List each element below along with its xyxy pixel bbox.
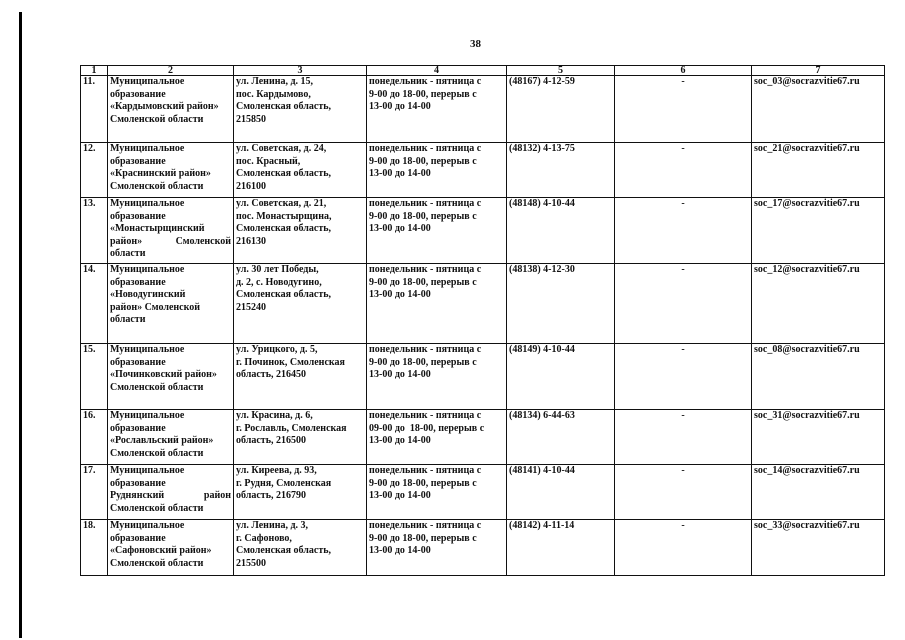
organization-line: «Рославльский район» xyxy=(110,435,214,446)
hours-line: 13-00 до 14-00 xyxy=(369,490,431,501)
address-cell xyxy=(234,198,367,264)
address-line: ул. Красина, д. 6, xyxy=(236,410,313,421)
address-line: д. 2, с. Новодугино, xyxy=(236,276,322,288)
address-line: ул. Урицкого, д. 5, xyxy=(236,344,318,355)
address-line: Смоленская область, xyxy=(236,223,332,234)
header-cell: 7 xyxy=(752,66,885,76)
hours-line: понедельник - пятница с xyxy=(369,143,482,154)
address-line: г. Починок, Смоленская xyxy=(236,356,345,368)
hours-line: понедельник - пятница с xyxy=(369,410,482,421)
address-cell xyxy=(234,76,367,143)
organization-line: Муниципальное xyxy=(110,465,185,476)
address-line: 215500 xyxy=(236,557,266,569)
phone-number: (48132) 4-13-75 xyxy=(509,143,575,154)
hours-line: 13-00 до 14-00 xyxy=(369,545,431,556)
organization-cell xyxy=(108,198,234,264)
phone-cell xyxy=(507,410,615,465)
organization-line: Муниципальное xyxy=(110,264,185,275)
address-cell xyxy=(234,410,367,465)
organization-line: образование xyxy=(110,155,166,167)
organization-cell xyxy=(108,465,234,520)
address-line: 216100 xyxy=(236,180,266,192)
row-number: 15. xyxy=(83,344,96,355)
organization-cell xyxy=(108,264,234,344)
hours-line: 9-00 до 18-00, перерыв с xyxy=(369,155,477,167)
email-address: soc_14@socrazvitie67.ru xyxy=(754,465,860,476)
column-6-cell xyxy=(615,344,752,410)
table-row xyxy=(81,520,885,576)
column-6-value: - xyxy=(681,410,685,421)
organization-line: Смоленской области xyxy=(110,381,204,393)
column-6-value: - xyxy=(681,344,685,355)
address-cell xyxy=(234,520,367,576)
email-cell xyxy=(752,520,885,576)
column-6-value: - xyxy=(681,520,685,531)
organization-line: Смоленской области xyxy=(110,502,204,514)
hours-cell xyxy=(367,198,507,264)
address-line: Смоленская область, xyxy=(236,101,332,112)
hours-line: 13-00 до 14-00 xyxy=(369,101,431,112)
organization-line: Муниципальное xyxy=(110,410,185,421)
organization-word: район xyxy=(203,490,231,501)
hours-line: понедельник - пятница с xyxy=(369,465,482,476)
organization-cell xyxy=(108,76,234,143)
left-margin-bar xyxy=(19,12,22,638)
row-number: 12. xyxy=(83,143,96,154)
phone-cell xyxy=(507,143,615,198)
address-cell xyxy=(234,143,367,198)
email-address: soc_17@socrazvitie67.ru xyxy=(754,198,860,209)
organization-line: Муниципальное xyxy=(110,520,185,531)
email-address: soc_21@socrazvitie67.ru xyxy=(754,143,860,154)
row-number-cell xyxy=(81,76,108,143)
organization-line: «Новодугинский xyxy=(110,289,186,300)
address-line: ул. Советская, д. 21, xyxy=(236,198,327,209)
organization-line: Муниципальное xyxy=(110,143,185,154)
row-number-cell xyxy=(81,344,108,410)
hours-line: 9-00 до 18-00, перерыв с xyxy=(369,477,477,489)
header-cell: 4 xyxy=(367,66,507,76)
hours-cell xyxy=(367,264,507,344)
hours-line: понедельник - пятница с xyxy=(369,520,482,531)
organization-line: области xyxy=(110,314,146,325)
phone-cell xyxy=(507,264,615,344)
organization-line: «Починковский район» xyxy=(110,369,217,380)
hours-line: 09-00 до 18-00, перерыв с xyxy=(369,422,485,434)
organization-line: «Кардымовский район» xyxy=(110,101,219,112)
header-cell: 5 xyxy=(507,66,615,76)
email-cell xyxy=(752,198,885,264)
email-cell xyxy=(752,344,885,410)
address-line: ул. Ленина, д. 3, xyxy=(236,520,309,531)
table-row xyxy=(81,264,885,344)
hours-cell xyxy=(367,465,507,520)
organization-line: области xyxy=(110,248,146,259)
organization-line: Смоленской области xyxy=(110,447,204,459)
address-cell xyxy=(234,465,367,520)
address-line: пос. Красный, xyxy=(236,155,301,167)
address-line: Смоленская область, xyxy=(236,545,332,556)
hours-line: 13-00 до 14-00 xyxy=(369,369,431,380)
address-line: г. Рудня, Смоленская xyxy=(236,477,332,489)
column-6-cell xyxy=(615,410,752,465)
phone-number: (48141) 4-10-44 xyxy=(509,465,575,476)
hours-line: понедельник - пятница с xyxy=(369,198,482,209)
hours-line: 9-00 до 18-00, перерыв с xyxy=(369,210,477,222)
phone-cell xyxy=(507,465,615,520)
column-6-value: - xyxy=(681,264,685,275)
row-number-cell xyxy=(81,465,108,520)
column-6-value: - xyxy=(681,198,685,209)
hours-line: понедельник - пятница с xyxy=(369,344,482,355)
address-line: 216130 xyxy=(236,235,266,247)
organization-cell xyxy=(108,143,234,198)
email-address: soc_08@socrazvitie67.ru xyxy=(754,344,860,355)
address-line: область, 216790 xyxy=(236,490,306,501)
organization-line xyxy=(110,236,231,249)
phone-cell xyxy=(507,198,615,264)
hours-cell xyxy=(367,76,507,143)
organization-line: «Монастырщинский xyxy=(110,223,205,234)
column-6-cell xyxy=(615,465,752,520)
hours-line: 9-00 до 18-00, перерыв с xyxy=(369,532,477,544)
header-cell: 2 xyxy=(108,66,234,76)
organization-line: Муниципальное xyxy=(110,344,185,355)
phone-number: (48134) 6-44-63 xyxy=(509,410,575,421)
organization-cell xyxy=(108,520,234,576)
hours-line: 9-00 до 18-00, перерыв с xyxy=(369,88,477,100)
hours-cell xyxy=(367,344,507,410)
organization-line: образование xyxy=(110,422,166,434)
hours-line: 13-00 до 14-00 xyxy=(369,435,431,446)
row-number-cell xyxy=(81,520,108,576)
table-row xyxy=(81,465,885,520)
hours-cell xyxy=(367,143,507,198)
hours-cell xyxy=(367,520,507,576)
address-line: г. Рославль, Смоленская xyxy=(236,422,347,434)
address-line: ул. Ленина, д. 15, xyxy=(236,76,314,87)
row-number-cell xyxy=(81,264,108,344)
organization-word: Руднянский xyxy=(110,490,165,501)
address-line: область, 216500 xyxy=(236,435,306,446)
column-6-value: - xyxy=(681,76,685,87)
column-6-cell xyxy=(615,520,752,576)
hours-line: понедельник - пятница с xyxy=(369,264,482,275)
organization-line: «Краснинский район» xyxy=(110,168,211,179)
address-line: область, 216450 xyxy=(236,369,306,380)
organization-cell xyxy=(108,344,234,410)
phone-number: (48142) 4-11-14 xyxy=(509,520,575,531)
hours-line: понедельник - пятница с xyxy=(369,76,482,87)
table-row xyxy=(81,143,885,198)
email-cell xyxy=(752,76,885,143)
table-row xyxy=(81,198,885,264)
organization-line: образование xyxy=(110,210,166,222)
organization-line: образование xyxy=(110,356,166,368)
column-6-cell xyxy=(615,198,752,264)
address-cell xyxy=(234,344,367,410)
header-cell: 1 xyxy=(81,66,108,76)
email-cell xyxy=(752,264,885,344)
address-cell xyxy=(234,264,367,344)
email-address: soc_31@socrazvitie67.ru xyxy=(754,410,860,421)
organization-cell xyxy=(108,410,234,465)
header-row xyxy=(81,66,885,76)
organization-word: район» xyxy=(110,235,143,247)
hours-line: 9-00 до 18-00, перерыв с xyxy=(369,276,477,288)
address-line: Смоленская область, xyxy=(236,289,332,300)
address-line: ул. Киреева, д. 93, xyxy=(236,465,317,476)
hours-line: 13-00 до 14-00 xyxy=(369,289,431,300)
table-row xyxy=(81,344,885,410)
organization-line xyxy=(110,490,231,503)
row-number-cell xyxy=(81,410,108,465)
row-number: 17. xyxy=(83,465,96,476)
organization-line: «Сафоновский район» xyxy=(110,545,212,556)
hours-line: 9-00 до 18-00, перерыв с xyxy=(369,356,477,368)
row-number: 18. xyxy=(83,520,96,531)
organization-line: образование xyxy=(110,477,166,489)
page-number: 38 xyxy=(470,38,481,50)
header-cell: 6 xyxy=(615,66,752,76)
email-cell xyxy=(752,410,885,465)
row-number-cell xyxy=(81,143,108,198)
table-row xyxy=(81,76,885,143)
organization-line: Муниципальное xyxy=(110,198,185,209)
hours-cell xyxy=(367,410,507,465)
email-address: soc_03@socrazvitie67.ru xyxy=(754,76,860,87)
email-address: soc_33@socrazvitie67.ru xyxy=(754,520,860,531)
column-6-cell xyxy=(615,143,752,198)
email-cell xyxy=(752,143,885,198)
organization-line: Смоленской области xyxy=(110,557,204,569)
row-number-cell xyxy=(81,198,108,264)
phone-cell xyxy=(507,520,615,576)
organization-line: образование xyxy=(110,276,166,288)
phone-cell xyxy=(507,76,615,143)
row-number: 11. xyxy=(83,76,95,87)
phone-cell xyxy=(507,344,615,410)
address-line: 215240 xyxy=(236,301,266,313)
row-number: 14. xyxy=(83,264,96,275)
hours-line: 13-00 до 14-00 xyxy=(369,168,431,179)
organization-line: Смоленской области xyxy=(110,113,204,125)
email-cell xyxy=(752,465,885,520)
organization-line: образование xyxy=(110,532,166,544)
address-line: пос. Кардымово, xyxy=(236,88,311,100)
organization-line: Смоленской области xyxy=(110,180,204,192)
organization-word: Смоленской xyxy=(175,235,231,247)
row-number: 16. xyxy=(83,410,96,421)
organization-line: район» Смоленской xyxy=(110,301,200,313)
phone-number: (48149) 4-10-44 xyxy=(509,344,575,355)
column-6-value: - xyxy=(681,143,685,154)
table-row xyxy=(81,410,885,465)
address-line: г. Сафоново, xyxy=(236,532,292,544)
column-6-cell xyxy=(615,76,752,143)
phone-number: (48138) 4-12-30 xyxy=(509,264,575,275)
column-6-value: - xyxy=(681,465,685,476)
contacts-table xyxy=(80,65,885,576)
organization-line: Муниципальное xyxy=(110,76,185,87)
phone-number: (48148) 4-10-44 xyxy=(509,198,575,209)
address-line: пос. Монастырщина, xyxy=(236,210,332,222)
phone-number: (48167) 4-12-59 xyxy=(509,76,575,87)
organization-line: образование xyxy=(110,88,166,100)
address-line: 215850 xyxy=(236,113,266,125)
header-cell: 3 xyxy=(234,66,367,76)
address-line: ул. 30 лет Победы, xyxy=(236,264,319,275)
address-line: ул. Советская, д. 24, xyxy=(236,143,327,154)
address-line: Смоленская область, xyxy=(236,168,332,179)
row-number: 13. xyxy=(83,198,96,209)
hours-line: 13-00 до 14-00 xyxy=(369,223,431,234)
email-address: soc_12@socrazvitie67.ru xyxy=(754,264,860,275)
column-6-cell xyxy=(615,264,752,344)
